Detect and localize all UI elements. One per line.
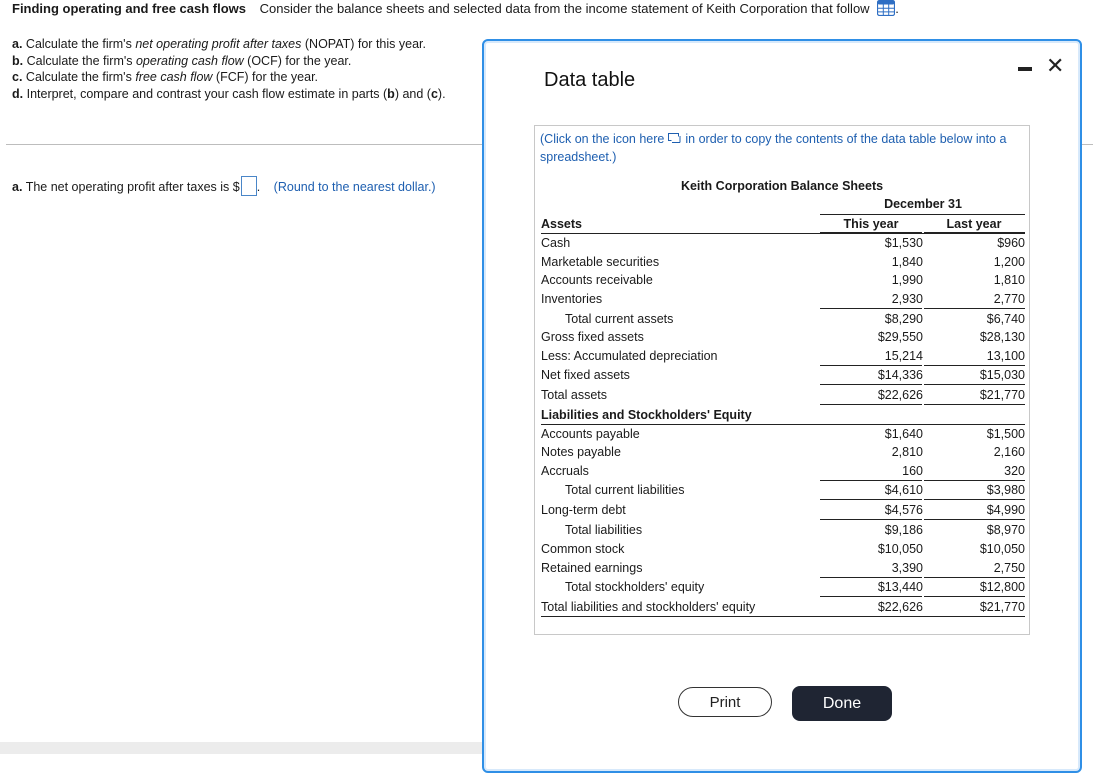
data-table-dialog	[482, 39, 1082, 773]
row-label: Common stock	[541, 542, 625, 556]
value-rule	[820, 308, 922, 309]
row-label: Retained earnings	[541, 561, 643, 575]
row-label: Net fixed assets	[541, 368, 630, 382]
last-year-value: 2,750	[993, 561, 1025, 575]
row-label: Long-term debt	[541, 503, 626, 517]
table-row	[541, 501, 1025, 519]
last-year-value: 320	[1004, 464, 1025, 478]
col-last-year: Last year	[946, 217, 1002, 231]
table-row	[541, 598, 1025, 616]
this-year-value: 2,810	[891, 445, 923, 459]
value-rule	[820, 404, 922, 405]
print-button[interactable]: Print	[678, 687, 772, 717]
value-rule	[924, 519, 1025, 520]
last-year-value: $28,130	[979, 330, 1025, 344]
last-year-value: $10,050	[979, 542, 1025, 556]
value-rule	[924, 596, 1025, 597]
this-year-value: $9,186	[884, 523, 923, 537]
row-label: Marketable securities	[541, 255, 660, 269]
value-rule	[924, 308, 1025, 309]
problem-title: Finding operating and free cash flows	[12, 1, 247, 16]
this-year-value: $14,336	[877, 368, 923, 382]
last-year-value: $6,740	[986, 312, 1025, 326]
row-label: Less: Accumulated depreciation	[541, 349, 718, 363]
value-rule	[820, 616, 922, 617]
value-rule	[820, 384, 922, 385]
row-label: Gross fixed assets	[541, 330, 644, 344]
row-label: Assets	[541, 217, 582, 231]
problem-intro-end: .	[895, 1, 899, 16]
row-label: Accruals	[541, 464, 589, 478]
table-row	[541, 481, 1025, 499]
this-year-value: 1,840	[891, 255, 923, 269]
this-year-value: $8,290	[884, 312, 923, 326]
value-rule	[924, 499, 1025, 500]
table-row	[541, 271, 1025, 289]
this-year-value: 160	[902, 464, 923, 478]
row-label: Accounts receivable	[541, 273, 653, 287]
row-label: Notes payable	[541, 445, 621, 459]
this-year-value: $10,050	[877, 542, 923, 556]
row-label: Inventories	[541, 292, 603, 306]
balance-sheet-title: Keith Corporation Balance Sheets	[680, 179, 884, 193]
question-b: b. Calculate the firm's operating cash flow (OCF) for the year.	[12, 53, 352, 68]
row-label: Total current assets	[565, 312, 674, 326]
table-row	[541, 425, 1025, 443]
col-this-year: This year	[843, 217, 899, 231]
this-year-value: 1,990	[891, 273, 923, 287]
question-list	[12, 36, 446, 102]
footer-band	[0, 742, 482, 754]
data-table-frame	[534, 125, 1030, 635]
spreadsheet-grid-icon[interactable]	[877, 0, 895, 20]
table-row	[541, 406, 1025, 424]
last-year-value: $12,800	[979, 580, 1025, 594]
this-year-value: $4,576	[884, 503, 923, 517]
nopat-answer-input[interactable]	[241, 176, 257, 196]
copy-icon[interactable]	[668, 132, 681, 149]
this-year-value: $22,626	[877, 600, 923, 614]
table-row	[541, 215, 1025, 233]
last-year-value: $4,990	[986, 503, 1025, 517]
last-year-value: 13,100	[986, 349, 1025, 363]
value-rule	[924, 404, 1025, 405]
this-year-value: 15,214	[884, 349, 923, 363]
table-row	[541, 234, 1025, 252]
row-label: Total current liabilities	[565, 483, 685, 497]
table-row	[541, 443, 1025, 461]
close-icon[interactable]: ✕	[1046, 53, 1065, 78]
last-year-value: $21,770	[979, 600, 1025, 614]
row-label: Total assets	[541, 388, 608, 402]
table-row	[541, 559, 1025, 577]
table-row	[541, 578, 1025, 596]
row-label: Total liabilities and stockholders' equity	[541, 600, 756, 614]
value-rule	[924, 384, 1025, 385]
last-year-value: $3,980	[986, 483, 1025, 497]
answer-a: a. The net operating profit after taxes is $ . (Round to the nearest dollar.)	[12, 176, 436, 196]
table-row	[541, 310, 1025, 328]
dialog-title: Data table	[544, 69, 636, 91]
row-label: Total stockholders' equity	[565, 580, 705, 594]
question-d: d. Interpret, compare and contrast your cash flow estimate in parts (b) and (c).	[12, 86, 446, 101]
row-label: Liabilities and Stockholders' Equity	[541, 408, 752, 422]
copy-instructions: (Click on the icon here in order to copy the contents of the data table below into a spreadsheet.)	[540, 132, 1007, 164]
done-button[interactable]: Done	[792, 686, 892, 721]
last-year-value: 2,770	[993, 292, 1025, 306]
last-year-value: $1,500	[986, 427, 1025, 441]
table-row	[541, 386, 1025, 404]
this-year-value: 2,930	[891, 292, 923, 306]
last-year-value: 1,200	[993, 255, 1025, 269]
value-rule	[820, 596, 922, 597]
row-label: Total liabilities	[565, 523, 643, 537]
problem-intro: Consider the balance sheets and selected data from the income statement of Keith Corporation that follow	[259, 1, 870, 16]
question-c: c. Calculate the firm's free cash flow (FCF) for the year.	[12, 70, 319, 84]
rounding-hint: (Round to the nearest dollar.)	[273, 180, 436, 194]
this-year-value: 3,390	[891, 561, 923, 575]
table-row	[541, 462, 1025, 480]
table-row	[541, 521, 1025, 539]
table-row	[541, 540, 1025, 558]
table-row	[541, 290, 1025, 308]
this-year-value: $1,640	[884, 427, 923, 441]
question-a: a. Calculate the firm's net operating profit after taxes (NOPAT) for this year.	[12, 37, 426, 51]
table-row	[541, 253, 1025, 271]
last-year-value: 1,810	[993, 273, 1025, 287]
row-label: Accounts payable	[541, 427, 640, 441]
table-row	[541, 328, 1025, 346]
last-year-value: $960	[997, 236, 1025, 250]
this-year-value: $13,440	[877, 580, 923, 594]
period-header: December 31	[884, 197, 962, 211]
this-year-value: $4,610	[884, 483, 923, 497]
row-label: Cash	[541, 236, 571, 250]
value-rule	[924, 616, 1025, 617]
minimize-icon[interactable]	[1018, 67, 1032, 71]
table-row	[541, 347, 1025, 365]
last-year-value: 2,160	[993, 445, 1025, 459]
this-year-value: $22,626	[877, 388, 923, 402]
last-year-value: $15,030	[979, 368, 1025, 382]
value-rule	[820, 499, 922, 500]
value-rule	[820, 519, 922, 520]
problem-header	[12, 0, 899, 20]
last-year-value: $21,770	[979, 388, 1025, 402]
this-year-value: $29,550	[877, 330, 923, 344]
table-row	[541, 366, 1025, 384]
answer-prompt: The net operating profit after taxes is $	[25, 180, 240, 194]
this-year-value: $1,530	[884, 236, 923, 250]
last-year-value: $8,970	[986, 523, 1025, 537]
